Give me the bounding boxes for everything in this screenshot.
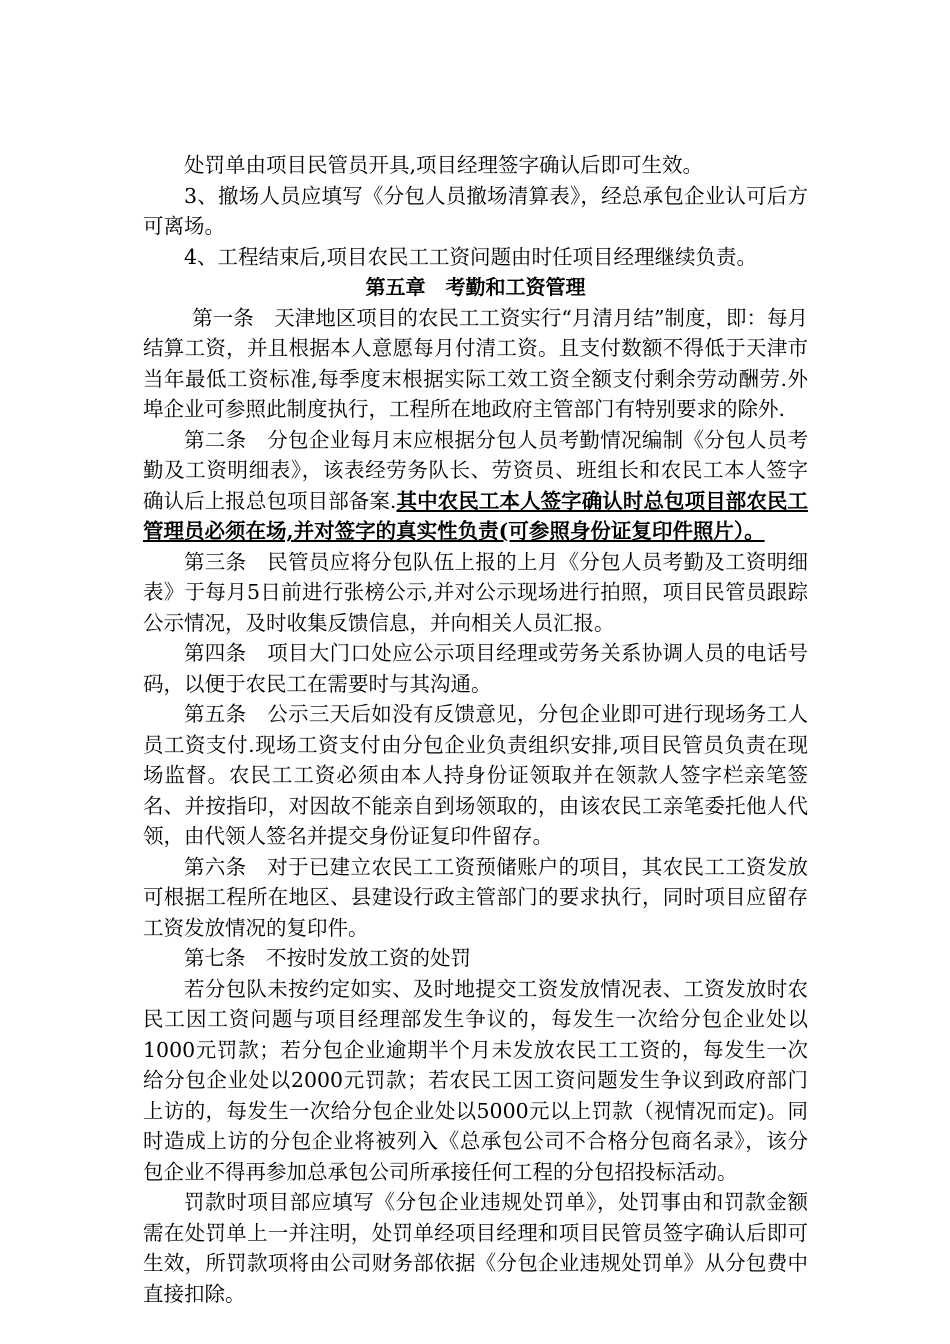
article-1-label: 第一条 — [192, 305, 254, 330]
chapter-title: 第五章 考勤和工资管理 — [365, 275, 586, 299]
paragraph-penalty-details: 若分包队未按约定如实、及时地提交工资发放情况表、工资发放时农民工因工资问题与项目经理部发生争议的，每发生一次给分包企业处以1000元罚款；若分包企业逾期半个月未发放农民工工资的，每发生一次给分包企业处以2000元罚款；若农民工因工资问题发生争议到政府部门上访的，每发生一次给分包企业处以5000元以上罚款（视情况而定)。同时造成上访的分包企业将被列入《总承包公司不合格分包商名录》，该分包企业不得再参加总承包公司所承接任何工程的分包招投标活动。 — [143, 976, 808, 1184]
article-6-text: 对于已建立农民工工资预储账户的项目，其农民工工资发放可根据工程所在地区、县建设行政主管部门的要求执行，同时项目应留存工资发放情况的复印件。 — [143, 854, 809, 940]
article-5-text: 公示三天后如没有反馈意见，分包企业即可进行现场务工人员工资支付.现场工资支付由分包企业负责组织安排,项目民管员负责在现场监督。农民工工资必须由本人持身份证领取并在领款人签字栏亲笔签名、并按指印，对因故不能亲自到场领取的，由该农民工亲笔委托他人代领，由代领人签名并提交身份证复印件留存。 — [143, 702, 809, 848]
article-3-text: 民管员应将分包队伍上报的上月《分包人员考勤及工资明细表》于每月5日前进行张榜公示,并对公示现场进行拍照，项目民管员跟踪公示情况，及时收集反馈信息，并向相关人员汇报。 — [143, 549, 809, 635]
article-4-text: 项目大门口处应公示项目经理或劳务关系协调人员的电话号码，以便于农民工在需要时与其沟通。 — [143, 641, 809, 696]
article-3-label: 第三条 — [184, 549, 247, 574]
document-page — [143, 150, 808, 1309]
article-2 — [143, 425, 808, 547]
article-3 — [143, 547, 808, 639]
article-4 — [143, 638, 808, 699]
paragraph-penalty-effect: 处罚单由项目民管员开具,项目经理签字确认后即可生效。 — [184, 153, 704, 177]
article-2-emphasis: 其中农民工本人签字确认时总包项目部农民工管理员必须在场,并对签字的真实性负责(可参照身份证复印件照片）。 — [143, 488, 809, 543]
article-1 — [143, 303, 808, 425]
article-4-label: 第四条 — [184, 641, 247, 665]
article-5-label: 第五条 — [184, 702, 247, 726]
article-2-text: 分包企业每月末应根据分包人员考勤情况编制《分包人员考勤及工资明细表》，该表经劳务队长、劳资员、班组长和农民工本人签字确认后上报总包项目部备案. — [143, 427, 809, 513]
paragraph-exit-settlement: 3、撤场人员应填写《分包人员撤场清算表》，经总承包企业认可后方可离场。 — [143, 183, 808, 238]
article-1-text: 天津地区项目的农民工工资实行“月清月结”制度，即：每月结算工资，并且根据本人意愿每月付清工资。且支付数额不得低于天津市当年最低工资标准,每季度末根据实际工效工资全额支付剩余劳动酬劳.外埠企业可参照此制度执行，工程所在地政府主管部门有特别要求的除外. — [143, 305, 809, 421]
article-5 — [143, 699, 808, 852]
article-7-label: 第七条 — [184, 946, 246, 970]
article-2-label: 第二条 — [184, 427, 247, 452]
paragraph-fine-procedure: 罚款时项目部应填写《分包企业违规处罚单》，处罚事由和罚款金额需在处罚单上一并注明，处罚单经项目经理和项目民管员签字确认后即可生效，所罚款项将由公司财务部依据《分包企业违规处罚单》从分包费中直接扣除。 — [143, 1190, 808, 1306]
paragraph-project-end: 4、工程结束后,项目农民工工资问题由时任项目经理继续负责。 — [184, 244, 758, 269]
article-7 — [143, 943, 808, 974]
article-6 — [143, 852, 808, 944]
article-6-label: 第六条 — [184, 854, 247, 879]
article-7-text: 不按时发放工资的处罚 — [266, 946, 471, 970]
